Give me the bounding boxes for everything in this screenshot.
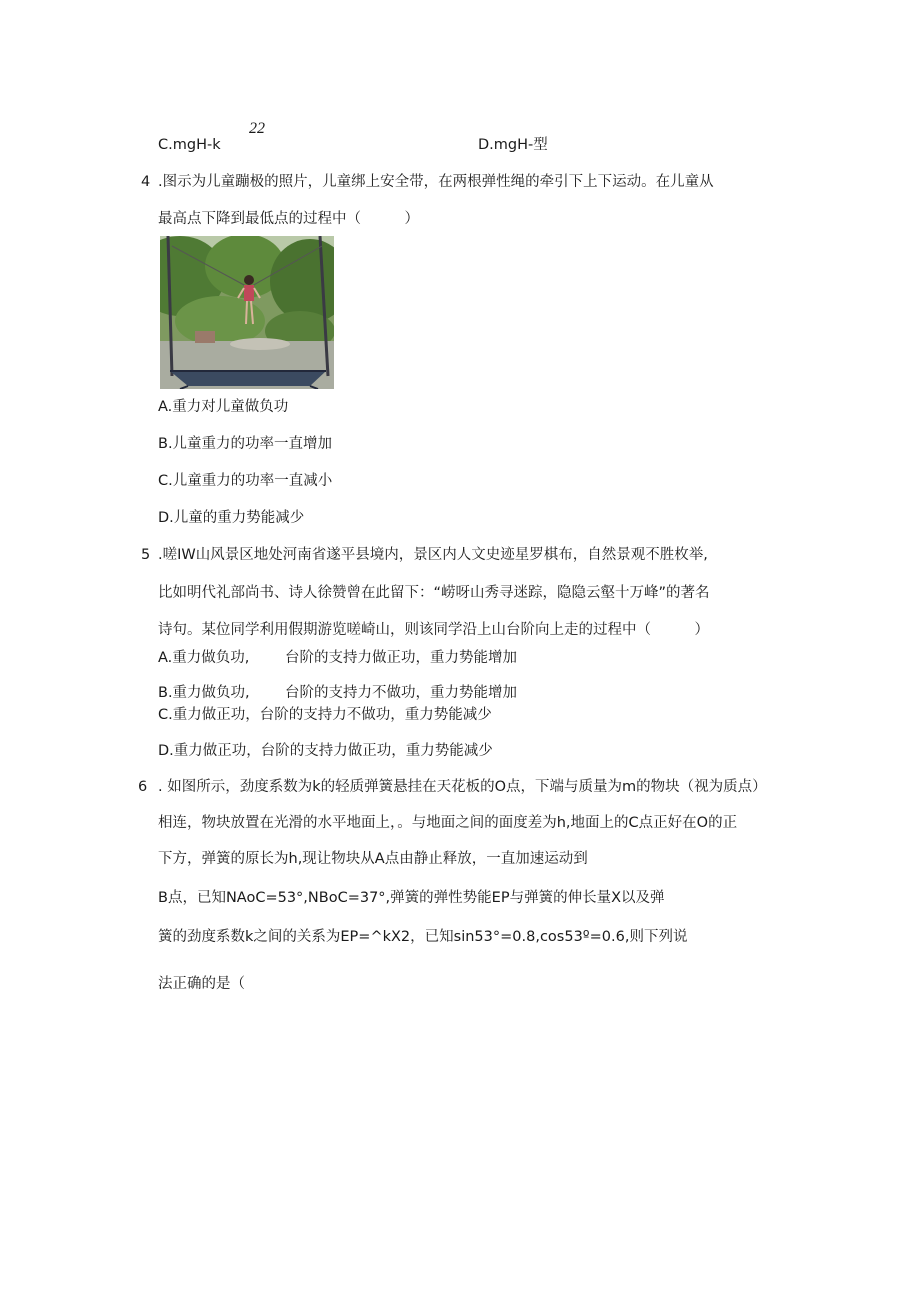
question-5-option-a-part2: 台阶的支持力做正功，重力势能增加	[285, 650, 517, 666]
option-c-q3: C.mgH-k	[158, 137, 221, 153]
question-5-option-b-part2: 台阶的支持力不做功，重力势能增加	[285, 685, 517, 701]
question-6-stem-line2: 相连，物块放置在光滑的水平地面上，。与地面之间的面度差为h,地面上的C点正好在O的正	[158, 815, 738, 831]
question-5-option-a-part1: A.重力做负功,	[158, 650, 250, 666]
question-5-stem-line2: 比如明代礼部尚书、诗人徐赞曾在此留下：“崂呀山秀寻迷踪，隐隐云壑十万峰”的著名	[158, 585, 710, 601]
question-4-stem-line2: 最高点下降到最低点的过程中（ ）	[158, 211, 419, 227]
question-5-number: 5	[141, 547, 151, 563]
question-6-stem-line1: . 如图所示，劲度系数为k的轻质弹簧悬挂在天花板的O点，下端与质量为m的物块（视为质点）	[158, 779, 767, 795]
question-5-option-d: D.重力做正功，台阶的支持力做正功，重力势能减少	[158, 743, 493, 759]
question-4-option-c: C.儿童重力的功率一直减小	[158, 473, 333, 489]
question-6-stem-line5: 簧的劲度系数k之间的关系为EP=^kX2，已知sin53°=0.8,cos53º=0.6,则下列说	[158, 929, 688, 945]
question-6-stem-line4: B点，已知NAoC=53°,NBoC=37°,弹簧的弹性势能EP与弹簧的伸长量X以及弹	[158, 890, 665, 906]
question-4-number: 4	[141, 174, 151, 190]
question-5-option-b-part1: B.重力做负功,	[158, 685, 250, 701]
question-4-option-b: B.儿童重力的功率一直增加	[158, 436, 333, 452]
question-5-stem-line1: .嗟IW山风景区地处河南省遂平县境内，景区内人文史迹星罗棋布，自然景观不胜枚举,	[158, 547, 708, 563]
question-4-option-d: D.儿童的重力势能减少	[158, 510, 305, 526]
option-d-q3: D.mgH-型	[478, 137, 548, 153]
question-6-stem-line3: 下方，弹簧的原长为h,现让物块从A点由静止释放，一直加速运动到	[158, 851, 588, 867]
question-5-stem-line3: 诗句。某位同学利用假期游览嗟崎山，则该同学沿上山台阶向上走的过程中（ ）	[158, 622, 709, 638]
trampoline-bungee-photo	[160, 236, 334, 389]
question-4-stem-line1: .图示为儿童蹦极的照片，儿童绑上安全带，在两根弹性绳的牵引下上下运动。在儿童从	[158, 174, 714, 190]
question-6-number: 6	[138, 779, 148, 795]
question-5-option-c: C.重力做正功，台阶的支持力不做功，重力势能减少	[158, 707, 492, 723]
question-4-option-a: A.重力对儿童做负功	[158, 399, 289, 415]
question-6-stem-line6: 法正确的是（	[158, 976, 245, 992]
fraction-superscript: 22	[249, 120, 265, 137]
